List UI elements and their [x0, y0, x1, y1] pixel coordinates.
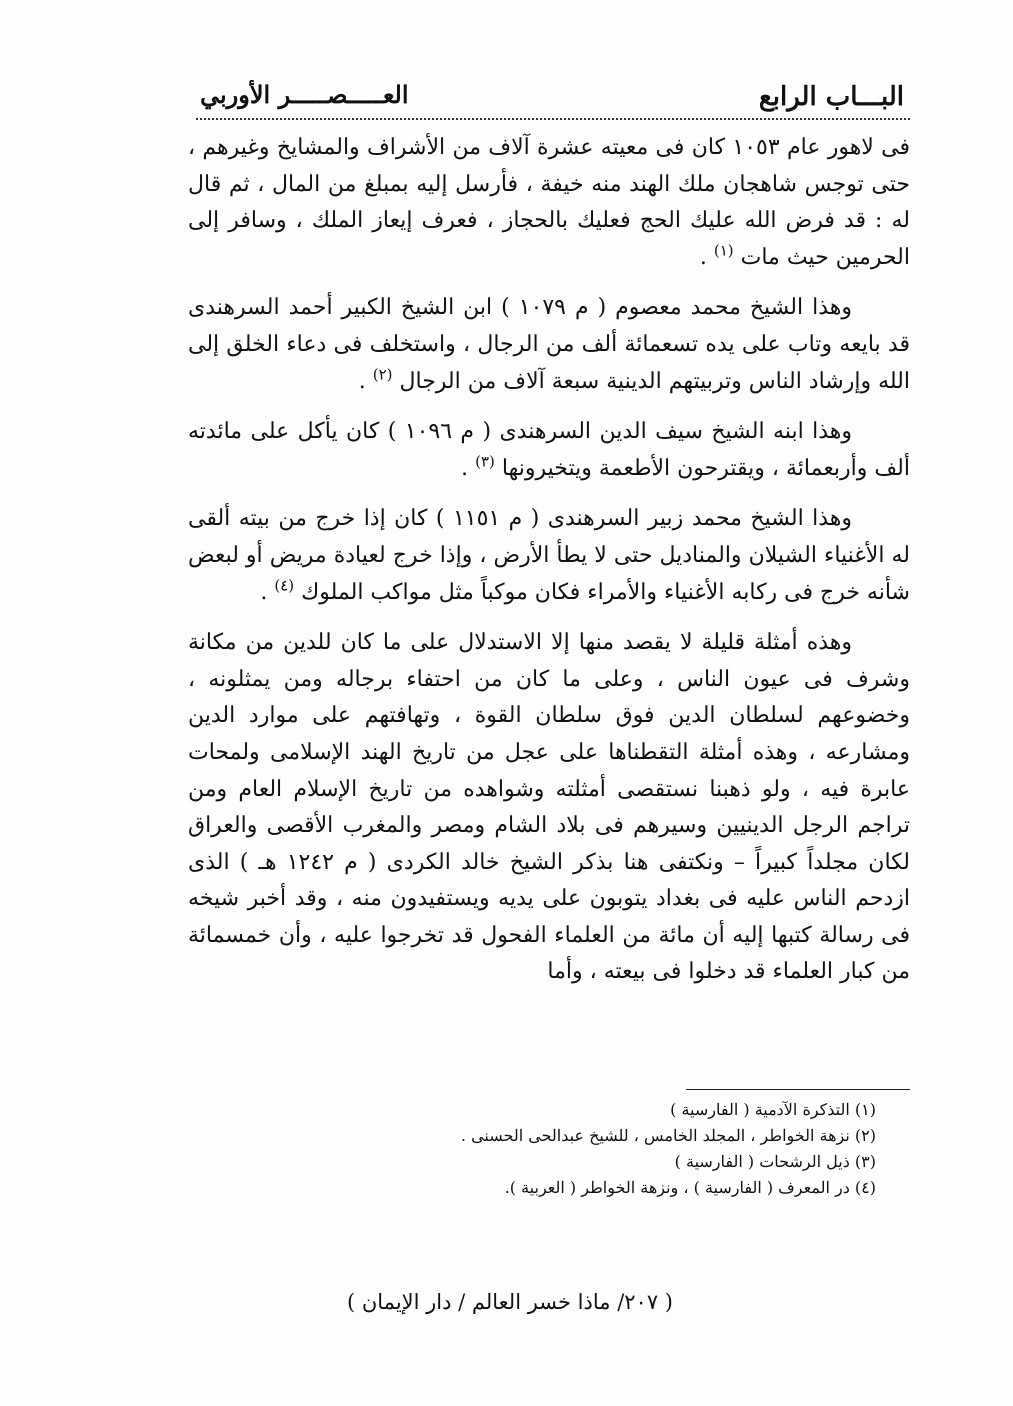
page-header	[196, 78, 910, 114]
footnote-ref: (٢)	[372, 365, 393, 384]
footnote-ref: (١)	[713, 241, 734, 260]
paragraph	[188, 290, 910, 400]
footnote: (٤) در المعرف ( الفارسية ) ، ونزهة الخواطر ( العربية ).	[504, 1178, 876, 1197]
paragraph	[188, 130, 910, 276]
paragraph-text: وهذا الشيخ محمد زبير السرهندى ( م ١١٥١ ) كان إذا خرج من بيته ألقى له الأغنياء الشيلان والمناديل حتى لا يطأ الأرض ، وإذا خرج لعيادة مريض أو لبعض شأنه خرج فى ركابه الأغنياء والأمراء فكان موكباً مثل مواكب الملوك	[188, 506, 910, 605]
footnote: (٣) ذيل الرشحات ( الفارسية )	[674, 1152, 876, 1171]
paragraph-end: .	[461, 455, 476, 481]
footnote-divider	[686, 1089, 910, 1090]
chapter-title: البـــاب الرابع	[758, 82, 904, 112]
paragraph-end: .	[699, 244, 714, 270]
header-divider	[196, 118, 910, 120]
paragraph	[188, 414, 910, 487]
footnote-ref: (٣)	[475, 452, 495, 471]
paragraph-text: وهذه أمثلة قليلة لا يقصد منها إلا الاستدلال على ما كان للدين من مكانة وشرف فى عيون الناس ، وعلى ما كان من احتفاء برجاله ومن يمثلونه ، وخضوعهم لسلطان الدين فوق سلطان القوة ، وتهافتهم على موارد الدين ومشارعه ، وهذه أمثلة التقطناها على عجل من تاريخ الهند الإسلامى ولمحات عابرة فيه ، ولو ذهبنا نستقصى أمثلته وشواهده من تاريخ الإسلام العام ومن تراجم الرجل الدينيين وسيرهم فى بلاد الشام ومصر والمغرب الأقصى والعراق لكان مجلداً كبيراً – ونكتفى هنا بذكر الشيخ خالد الكردى ( م ١٢٤٢ هـ ) الذى ازدحم الناس عليه فى بغداد يتوبون على يديه ويستفيدون منه ، وقد أخبر شيخه فى رسالة كتبها إليه أن مائة من العلماء الفحول قد تخرجوا عليه ، وأن خمسمائة من كبار العلماء قد دخلوا فى بيعته ، وأما	[188, 630, 910, 985]
paragraph	[188, 501, 910, 611]
body-text	[188, 130, 910, 991]
paragraph-text: فى لاهور عام ١٠٥٣ كان فى معيته عشرة آلاف من الأشراف والمشايخ وغيرهم ، حتى توجس شاهجان ملك الهند منه خيفة ، فأرسل إليه بمبلغ من المال ، ثم قال له : قد فرض الله عليك الحج فعليك بالحجاز ، فعرف إيعاز الملك ، وسافر إلى الحرمين حيث مات	[188, 135, 911, 270]
footnote: (٢) نزهة الخواطر ، المجلد الخامس ، للشيخ عبدالحى الحسنى .	[460, 1126, 876, 1145]
paragraph-text: وهذا ابنه الشيخ سيف الدين السرهندى ( م ١٠٩٦ ) كان يأكل على مائدته ألف وأربعمائة ، ويقترحون الأطعمة ويتخيرونها	[188, 419, 910, 481]
page-footer: ( ٢٠٧/ ماذا خسر العالم / دار الإيمان )	[346, 1290, 673, 1314]
footnote: (١) التذكرة الآدمية ( الفارسية )	[670, 1100, 876, 1119]
running-title: العـــــصـــــر الأوربي	[200, 80, 409, 109]
paragraph-end: .	[260, 579, 275, 605]
footnotes	[300, 1097, 876, 1201]
paragraph-end: .	[358, 368, 373, 394]
paragraph-text: وهذا الشيخ محمد معصوم ( م ١٠٧٩ ) ابن الشيخ الكبير أحمد السرهندى قد بايعه وتاب على يده تسعمائة ألف من الرجال ، واستخلف فى دعاء الخلق إلى الله وإرشاد الناس وتربيتهم الدينية سبعة آلاف من الرجال	[188, 295, 910, 394]
footnote-ref: (٤)	[274, 576, 295, 595]
paragraph	[188, 625, 910, 991]
